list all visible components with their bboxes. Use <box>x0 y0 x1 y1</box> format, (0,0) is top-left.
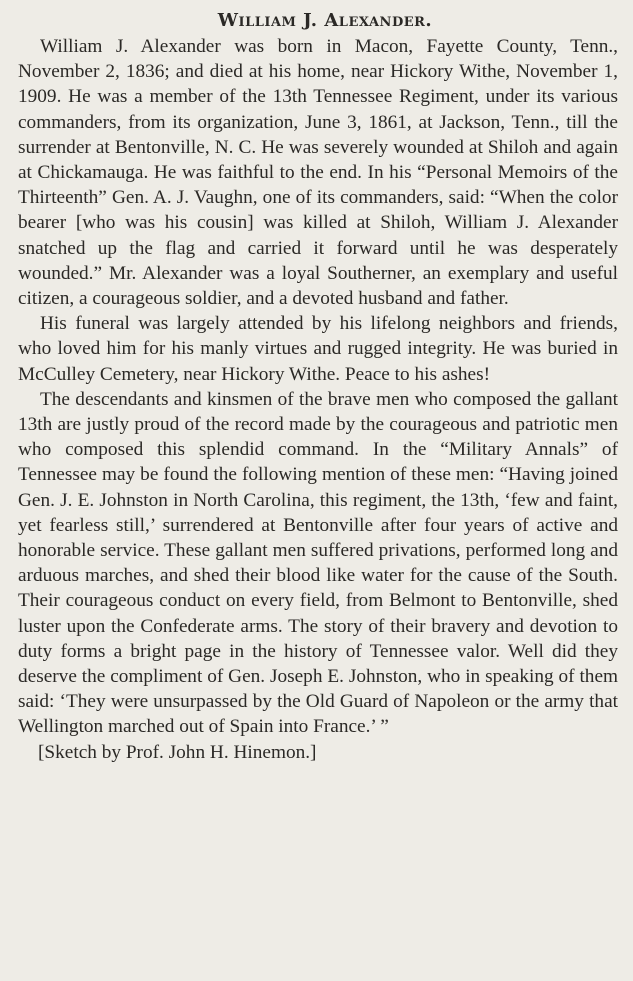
article-paragraph-regiment: The descendants and kinsmen of the brave men who composed the gallant 13th are justly proud of the record made by the courageous and patriotic men who composed this splendid command. In the “Military Annals” of Tennessee may be found the following mention of these men: “Having joined Gen. J. E. Johnston in North Carolina, this regiment, the 13th, ‘few and faint, yet fearless still,’ surrendered at Bentonville after four years of active and honorable service. These gallant men suffered privations, performed long and arduous marches, and shed their blood like water for the cause of the South. Their courageous conduct on every field, from Belmont to Bentonville, shed luster upon the Confederate arms. The story of their bravery and devotion to duty forms a bright page in the history of Tennessee valor. Well did they deserve the compliment of Gen. Joseph E. Johnston, who in speaking of them said: ‘They were unsurpassed by the Old Guard of Napoleon or the army that Wellington marched out of Spain into France.’ ” <box>18 388 618 738</box>
article-title: William J. Alexander. <box>217 10 433 31</box>
article-signature: [Sketch by Prof. John H. Hinemon.] <box>38 741 317 763</box>
article-paragraph-biography: William J. Alexander was born in Macon, Fayette County, Tenn., November 2, 1836; and died at his home, near Hickory Withe, November 1, 1909. He was a member of the 13th Tennessee Regiment, under its various commanders, from its organization, June 3, 1861, at Jackson, Tenn., till the surrender at Bentonville, N. C. He was severely wounded at Shiloh and again at Chickamauga. He was faithful to the end. In his “Personal Memoirs of the Thirteenth” Gen. A. J. Vaughn, one of its commanders, said: “When the color bearer [who was his cousin] was killed at Shiloh, William J. Alexander snatched up the flag and carried it forward until he was desperately wounded.” Mr. Alexander was a loyal Southerner, an exemplary and useful citizen, a courageous soldier, and a devoted husband and father. <box>18 36 618 310</box>
article-paragraph-funeral: His funeral was largely attended by his lifelong neighbors and friends, who loved him for his manly virtues and rugged integrity. He was buried in McCulley Cemetery, near Hickory Withe. Peace to his ashes! <box>18 313 618 385</box>
article <box>18 8 618 765</box>
